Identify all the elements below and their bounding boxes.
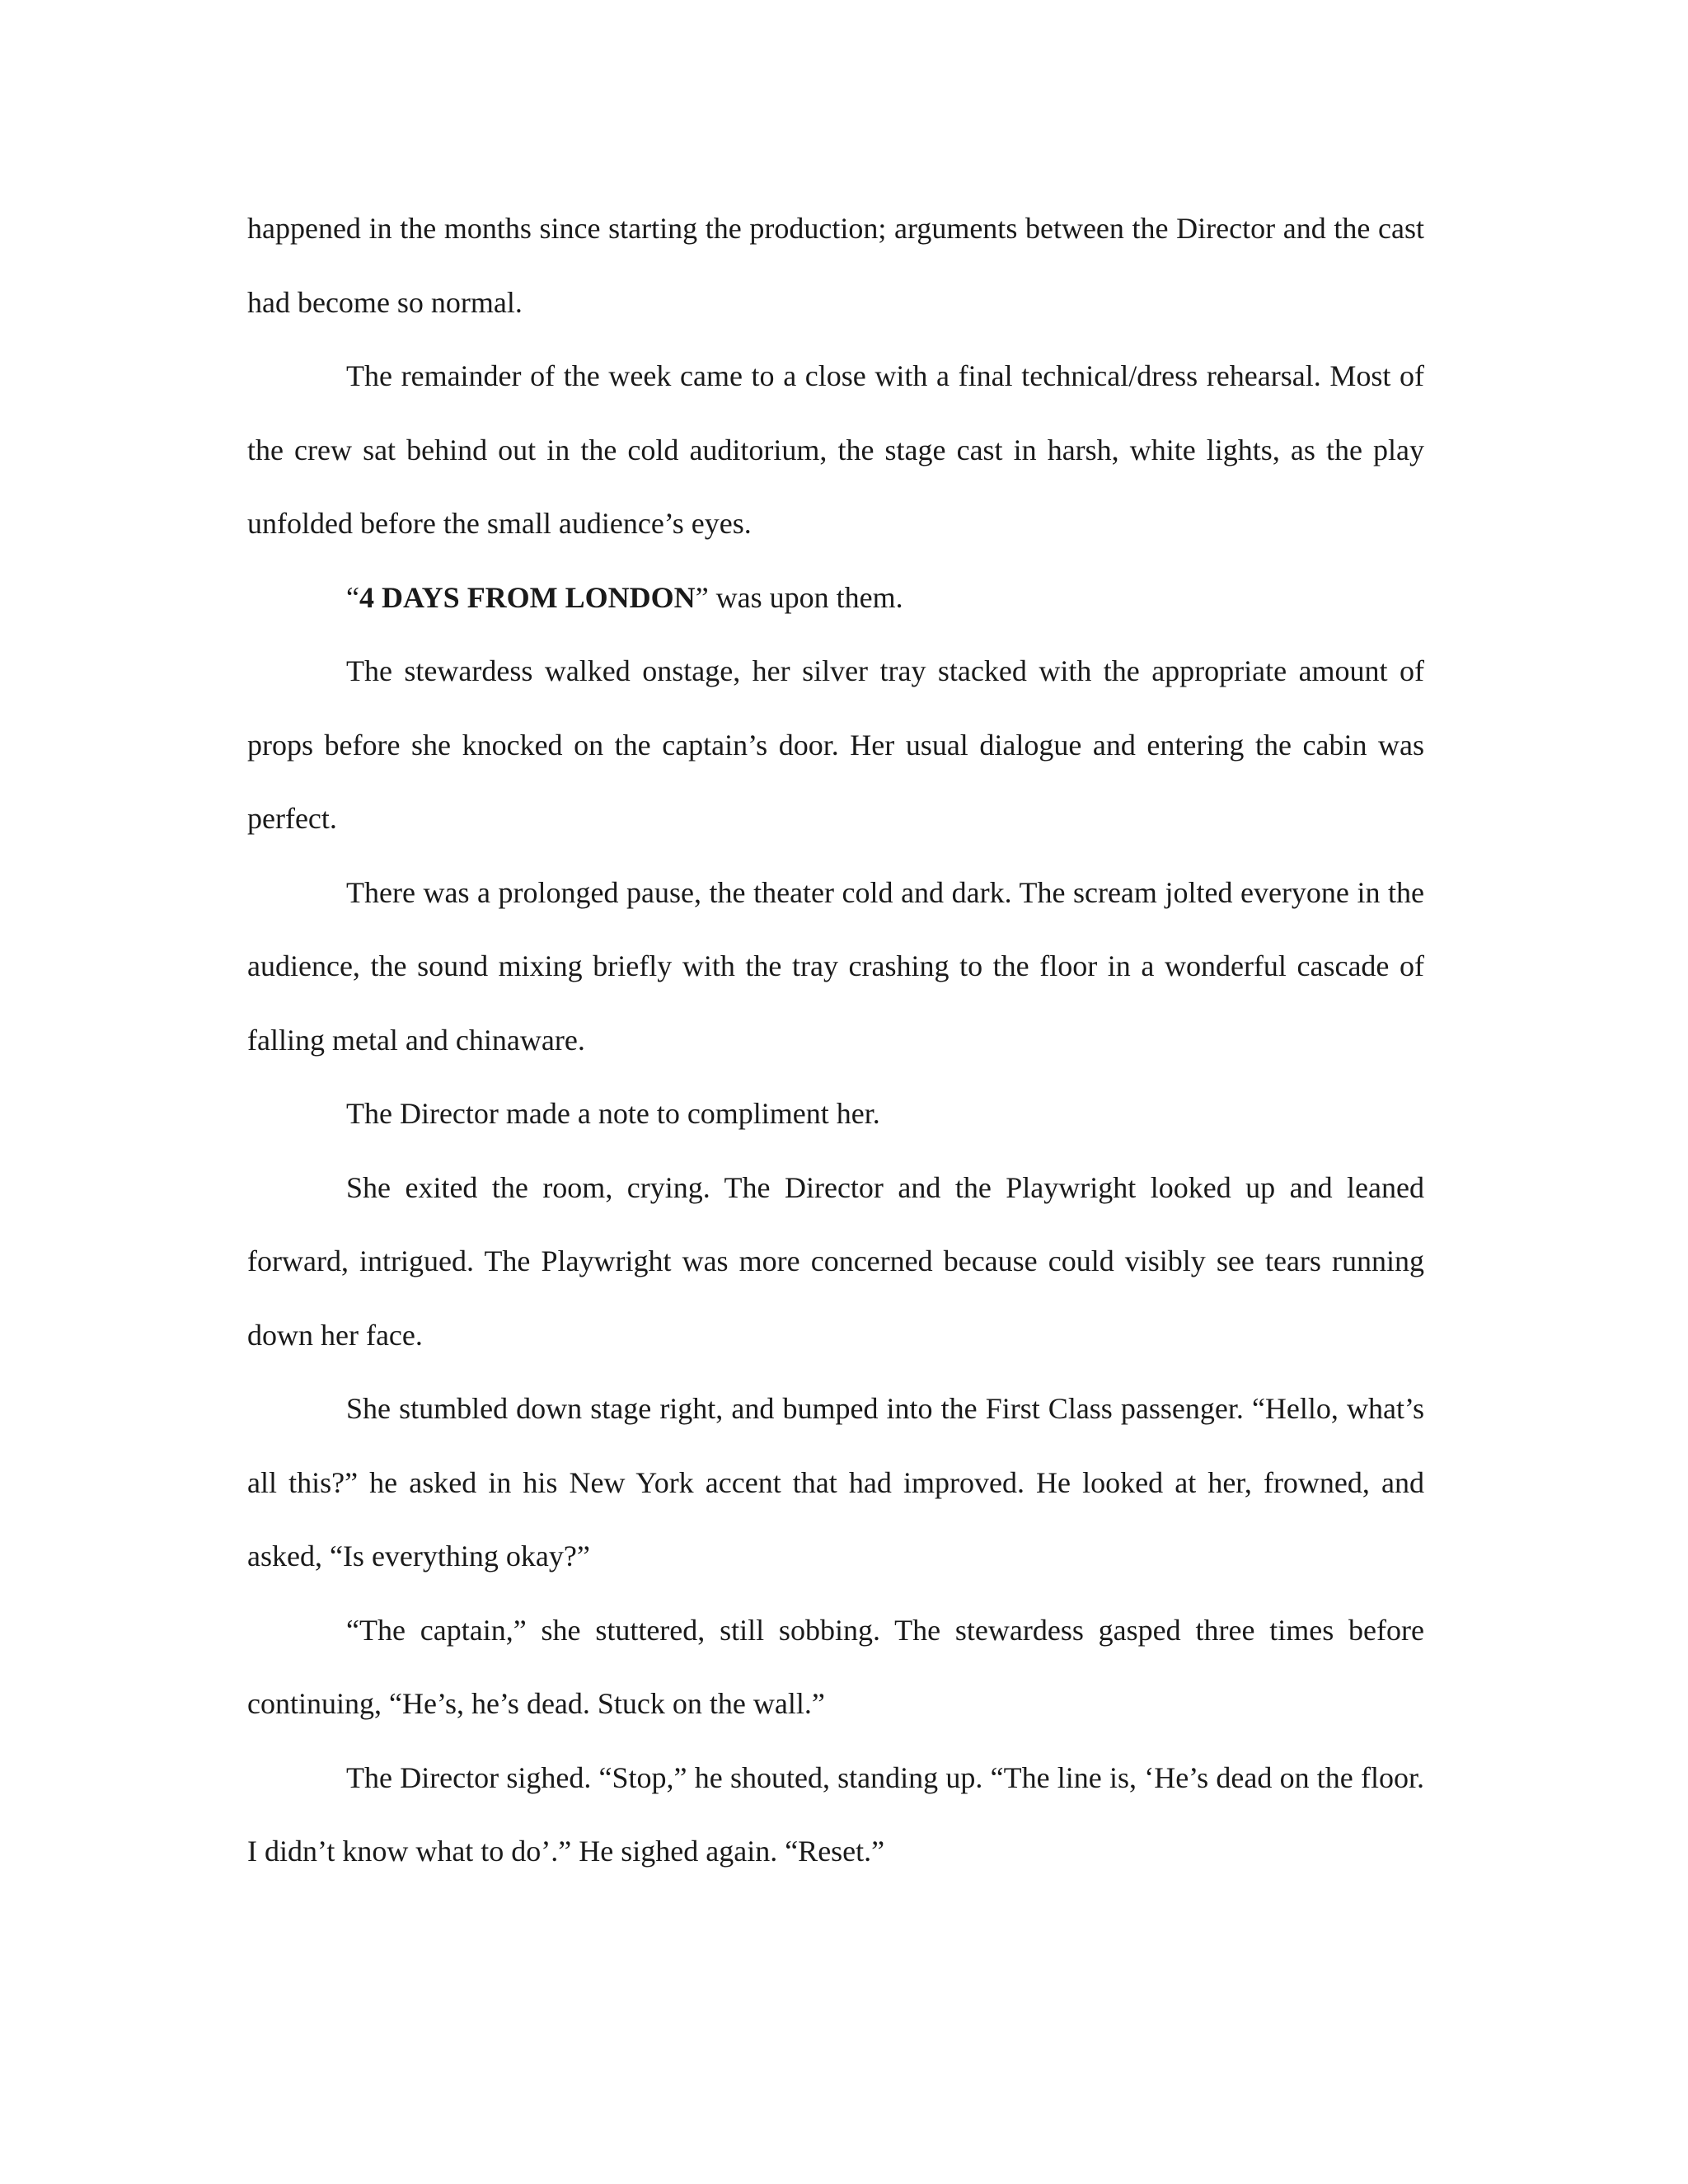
paragraph-first-class: She stumbled down stage right, and bumped into the First Class passenger. “Hello, what’s all this?” he asked in his New York accent that had improved. He looked at her, frowned, and asked, “Is everything okay?” (247, 1392, 1424, 1572)
paragraph-reset: The Director sighed. “Stop,” he shouted, standing up. “The line is, ‘He’s dead on the floor. I didn’t know what to do’.” He sighed again. “Reset.” (247, 1760, 1424, 1868)
title-line-rest: ” was upon them. (695, 580, 903, 614)
document-page (247, 192, 1424, 1889)
title-open-quote: “ (346, 580, 359, 614)
play-title: 4 DAYS FROM LONDON (359, 580, 696, 614)
paragraph-rehearsal: The remainder of the week came to a close with a final technical/dress rehearsal. Most of the crew sat behind out in the cold auditorium, the stage cast in harsh, white lights, as the play unfolded before the small audience’s eyes. (247, 359, 1424, 540)
paragraph-title-line (247, 561, 1424, 635)
paragraph-scream: There was a prolonged pause, the theater cold and dark. The scream jolted everyone in the audience, the sound mixing briefly with the tray crashing to the floor in a wonderful cascade of falling metal and chinaware. (247, 875, 1424, 1057)
paragraph-exit-crying: She exited the room, crying. The Director and the Playwright looked up and leaned forward, intrigued. The Playwright was more concerned because could visibly see tears running down her face. (247, 1170, 1424, 1352)
paragraph-continuation: happened in the months since starting the production; arguments between the Director and the cast had become so normal. (247, 212, 1424, 319)
paragraph-director-note: The Director made a note to compliment her. (346, 1097, 880, 1130)
paragraph-captain: “The captain,” she stuttered, still sobbing. The stewardess gasped three times before continuing, “He’s, he’s dead. Stuck on the wall.” (247, 1613, 1424, 1720)
paragraph-stewardess-enters: The stewardess walked onstage, her silver tray stacked with the appropriate amount of props before she knocked on the captain’s door. Her usual dialogue and entering the cabin was perfect. (247, 654, 1424, 835)
